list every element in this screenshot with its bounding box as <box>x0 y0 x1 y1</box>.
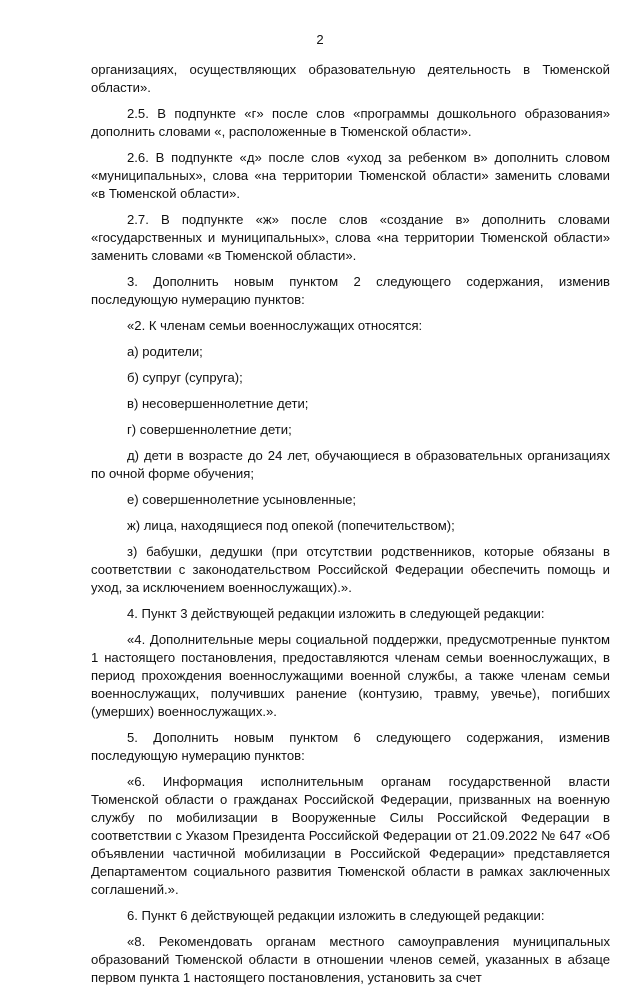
paragraph-6: 6. Пункт 6 действующей редакции изложить в следующей редакции: <box>127 908 545 923</box>
list-item-b: б) супруг (супруга); <box>127 370 243 385</box>
document-body <box>91 61 610 995</box>
paragraph-new-6: «6. Информация исполнительным органам государственной власти Тюменской области о гражданах Российской Федерации, призванных на военную службу по мобилизации в Вооруженные Силы Российской Федерации в соответствии с Указом Президента Российской Федерации от 21.09.2022 № 647 «Об объявлении частичной мобилизации в Российской Федерации» представляется Департаментом социального развития Тюменской области в рамках заключенных соглашений.». <box>91 774 610 897</box>
paragraph-2-7: 2.7. В подпункте «ж» после слов «создание в» дополнить словами «государственных и муниципальных», слова «на территории Тюменской области» заменить словами «в Тюменской области». <box>91 212 610 263</box>
paragraph-new-2: «2. К членам семьи военнослужащих относятся: <box>127 318 423 333</box>
paragraph-new-4: «4. Дополнительные меры социальной поддержки, предусмотренные пунктом 1 настоящего постановления, предоставляются членам семьи военнослужащих, в период прохождения военнослужащими военной службы, а также членам семьи военнослужащих, получивших ранение (контузию, травму, увечье), погибших (умерших) военнослужащих.». <box>91 632 610 719</box>
list-item-a: а) родители; <box>127 344 203 359</box>
paragraph-3: 3. Дополнить новым пунктом 2 следующего содержания, изменив последующую нумерацию пунктов: <box>91 274 610 307</box>
paragraph-2-6: 2.6. В подпункте «д» после слов «уход за ребенком в» дополнить словом «муниципальных», слова «на территории Тюменской области» заменить словами «в Тюменской области». <box>91 150 610 201</box>
paragraph-5: 5. Дополнить новым пунктом 6 следующего содержания, изменив последующую нумерацию пунктов: <box>91 730 610 763</box>
paragraph-2-5: 2.5. В подпункте «г» после слов «программы дошкольного образования» дополнить словами «, расположенные в Тюменской области». <box>91 106 610 139</box>
paragraph-continuation: организациях, осуществляющих образовательную деятельность в Тюменской области». <box>91 62 610 95</box>
list-item-zh: ж) лица, находящиеся под опекой (попечительством); <box>127 518 455 533</box>
list-item-e: е) совершеннолетние усыновленные; <box>127 492 357 507</box>
list-item-v: в) несовершеннолетние дети; <box>127 396 309 411</box>
list-item-g: г) совершеннолетние дети; <box>127 422 292 437</box>
page-number: 2 <box>316 32 324 47</box>
list-item-z: з) бабушки, дедушки (при отсутствии родственников, которые обязаны в соответствии с законодательством Российской Федерации обеспечить помощь и уход, за исключением военнослужащих).». <box>91 544 610 595</box>
paragraph-new-8: «8. Рекомендовать органам местного самоуправления муниципальных образований Тюменской области в отношении членов семей, указанных в абзаце первом пункта 1 настоящего постановления, установить за счет <box>91 934 610 985</box>
paragraph-4: 4. Пункт 3 действующей редакции изложить в следующей редакции: <box>127 606 545 621</box>
list-item-d: д) дети в возрасте до 24 лет, обучающиеся в образовательных организациях по очной форме обучения; <box>91 448 610 481</box>
